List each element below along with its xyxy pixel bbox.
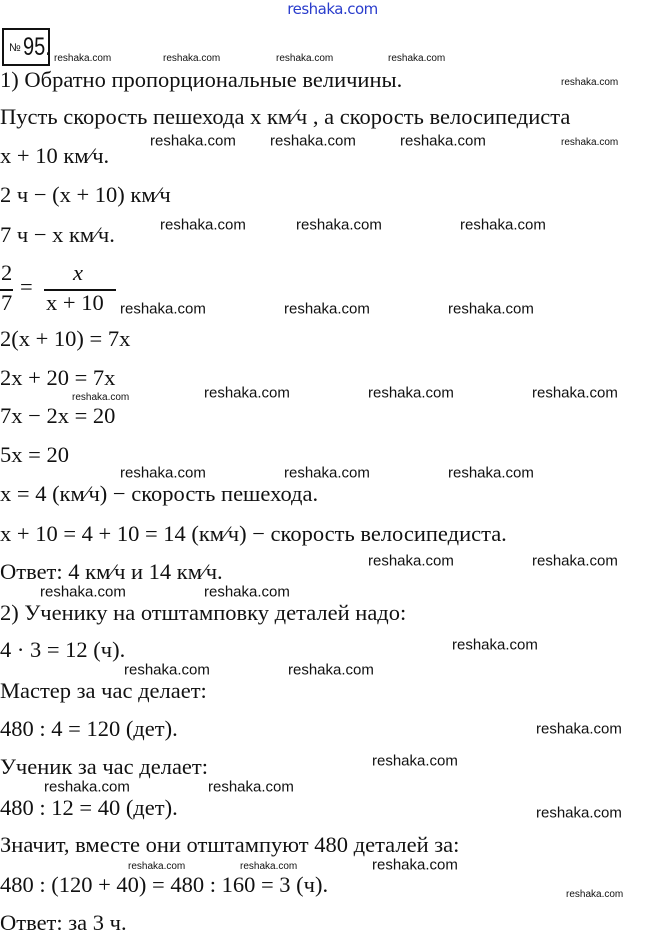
watermark: reshaka.com (124, 661, 210, 679)
solution-line: Ученик за час делает: (0, 754, 209, 779)
solution-line: 2) Ученику на отштамповку деталей надо: (0, 600, 407, 625)
solution-line: 5x = 20 (0, 442, 69, 467)
watermark: reshaka.com (128, 861, 186, 872)
watermark: reshaka.com (566, 889, 624, 900)
watermark: reshaka.com (452, 636, 538, 654)
watermark: reshaka.com (536, 720, 622, 738)
equals-sign: = (20, 274, 33, 299)
fraction-right-numerator: x (73, 260, 83, 285)
watermark: reshaka.com (40, 583, 126, 601)
watermark: reshaka.com (372, 856, 458, 874)
solution-line: 2 ч − (x + 10) км⁄ч (0, 182, 171, 207)
watermark: reshaka.com (204, 583, 290, 601)
solution-line: 480 : 12 = 40 (дет). (0, 795, 178, 820)
watermark: reshaka.com (150, 132, 236, 150)
fraction-left-numerator: 2 (1, 260, 13, 285)
solution-line: 480 : 4 = 120 (дет). (0, 716, 178, 741)
watermark: reshaka.com (160, 216, 246, 234)
solution-line: Ответ: за 3 ч. (0, 910, 127, 935)
watermark: reshaka.com (120, 464, 206, 482)
watermark: reshaka.com (208, 778, 294, 796)
watermark: reshaka.com (532, 552, 618, 570)
solution-line: Мастер за час делает: (0, 678, 207, 703)
watermark: reshaka.com (44, 778, 130, 796)
watermark: reshaka.com (368, 384, 454, 402)
number-sign: № (9, 42, 21, 54)
solution-line: 4 · 3 = 12 (ч). (0, 637, 126, 662)
watermark: reshaka.com (388, 53, 446, 64)
watermark: reshaka.com (240, 861, 298, 872)
solution-line: x + 10 = 4 + 10 = 14 (км⁄ч) − скорость велосипедиста. (0, 521, 507, 546)
watermark: reshaka.com (400, 132, 486, 150)
fraction-left-denominator: 7 (1, 290, 13, 315)
watermark: reshaka.com (296, 216, 382, 234)
solution-line: x + 10 км⁄ч. (0, 143, 110, 168)
watermark: reshaka.com (270, 132, 356, 150)
solution-line: x = 4 (км⁄ч) − скорость пешехода. (0, 481, 319, 506)
solution-line: 2x + 20 = 7x (0, 365, 116, 390)
watermark: reshaka.com (561, 137, 619, 148)
watermark: reshaka.com (532, 384, 618, 402)
solution-line: 2(x + 10) = 7x (0, 326, 131, 351)
watermark: reshaka.com (276, 53, 334, 64)
solution-line: 1) Обратно пропорциональные величины. (0, 67, 403, 92)
watermark: reshaka.com (284, 464, 370, 482)
watermark: reshaka.com (460, 216, 546, 234)
fraction-right-denominator: x + 10 (46, 290, 104, 315)
solution-line: Ответ: 4 км⁄ч и 14 км⁄ч. (0, 559, 223, 584)
solution-line: 480 : (120 + 40) = 480 : 160 = 3 (ч). (0, 872, 329, 897)
site-watermark-header: reshaka.com (287, 0, 378, 18)
watermark: reshaka.com (372, 752, 458, 770)
solution-line: 7x − 2x = 20 (0, 403, 116, 428)
problem-number: 95. (23, 33, 51, 61)
watermark: reshaka.com (204, 384, 290, 402)
watermark: reshaka.com (561, 77, 619, 88)
solution-line: Пусть скорость пешехода x км⁄ч , а скорость велосипедиста (0, 104, 571, 129)
solution-line: Значит, вместе они отштампуют 480 деталей за: (0, 832, 460, 857)
watermark: reshaka.com (54, 53, 112, 64)
solution-line: 7 ч − x км⁄ч. (0, 222, 115, 247)
watermark: reshaka.com (163, 53, 221, 64)
watermark: reshaka.com (72, 392, 130, 403)
problem-number-box (2, 28, 50, 66)
watermark: reshaka.com (448, 300, 534, 318)
watermark: reshaka.com (288, 661, 374, 679)
watermark: reshaka.com (120, 300, 206, 318)
watermark: reshaka.com (368, 552, 454, 570)
watermark: reshaka.com (448, 464, 534, 482)
watermark: reshaka.com (284, 300, 370, 318)
watermark: reshaka.com (536, 804, 622, 822)
